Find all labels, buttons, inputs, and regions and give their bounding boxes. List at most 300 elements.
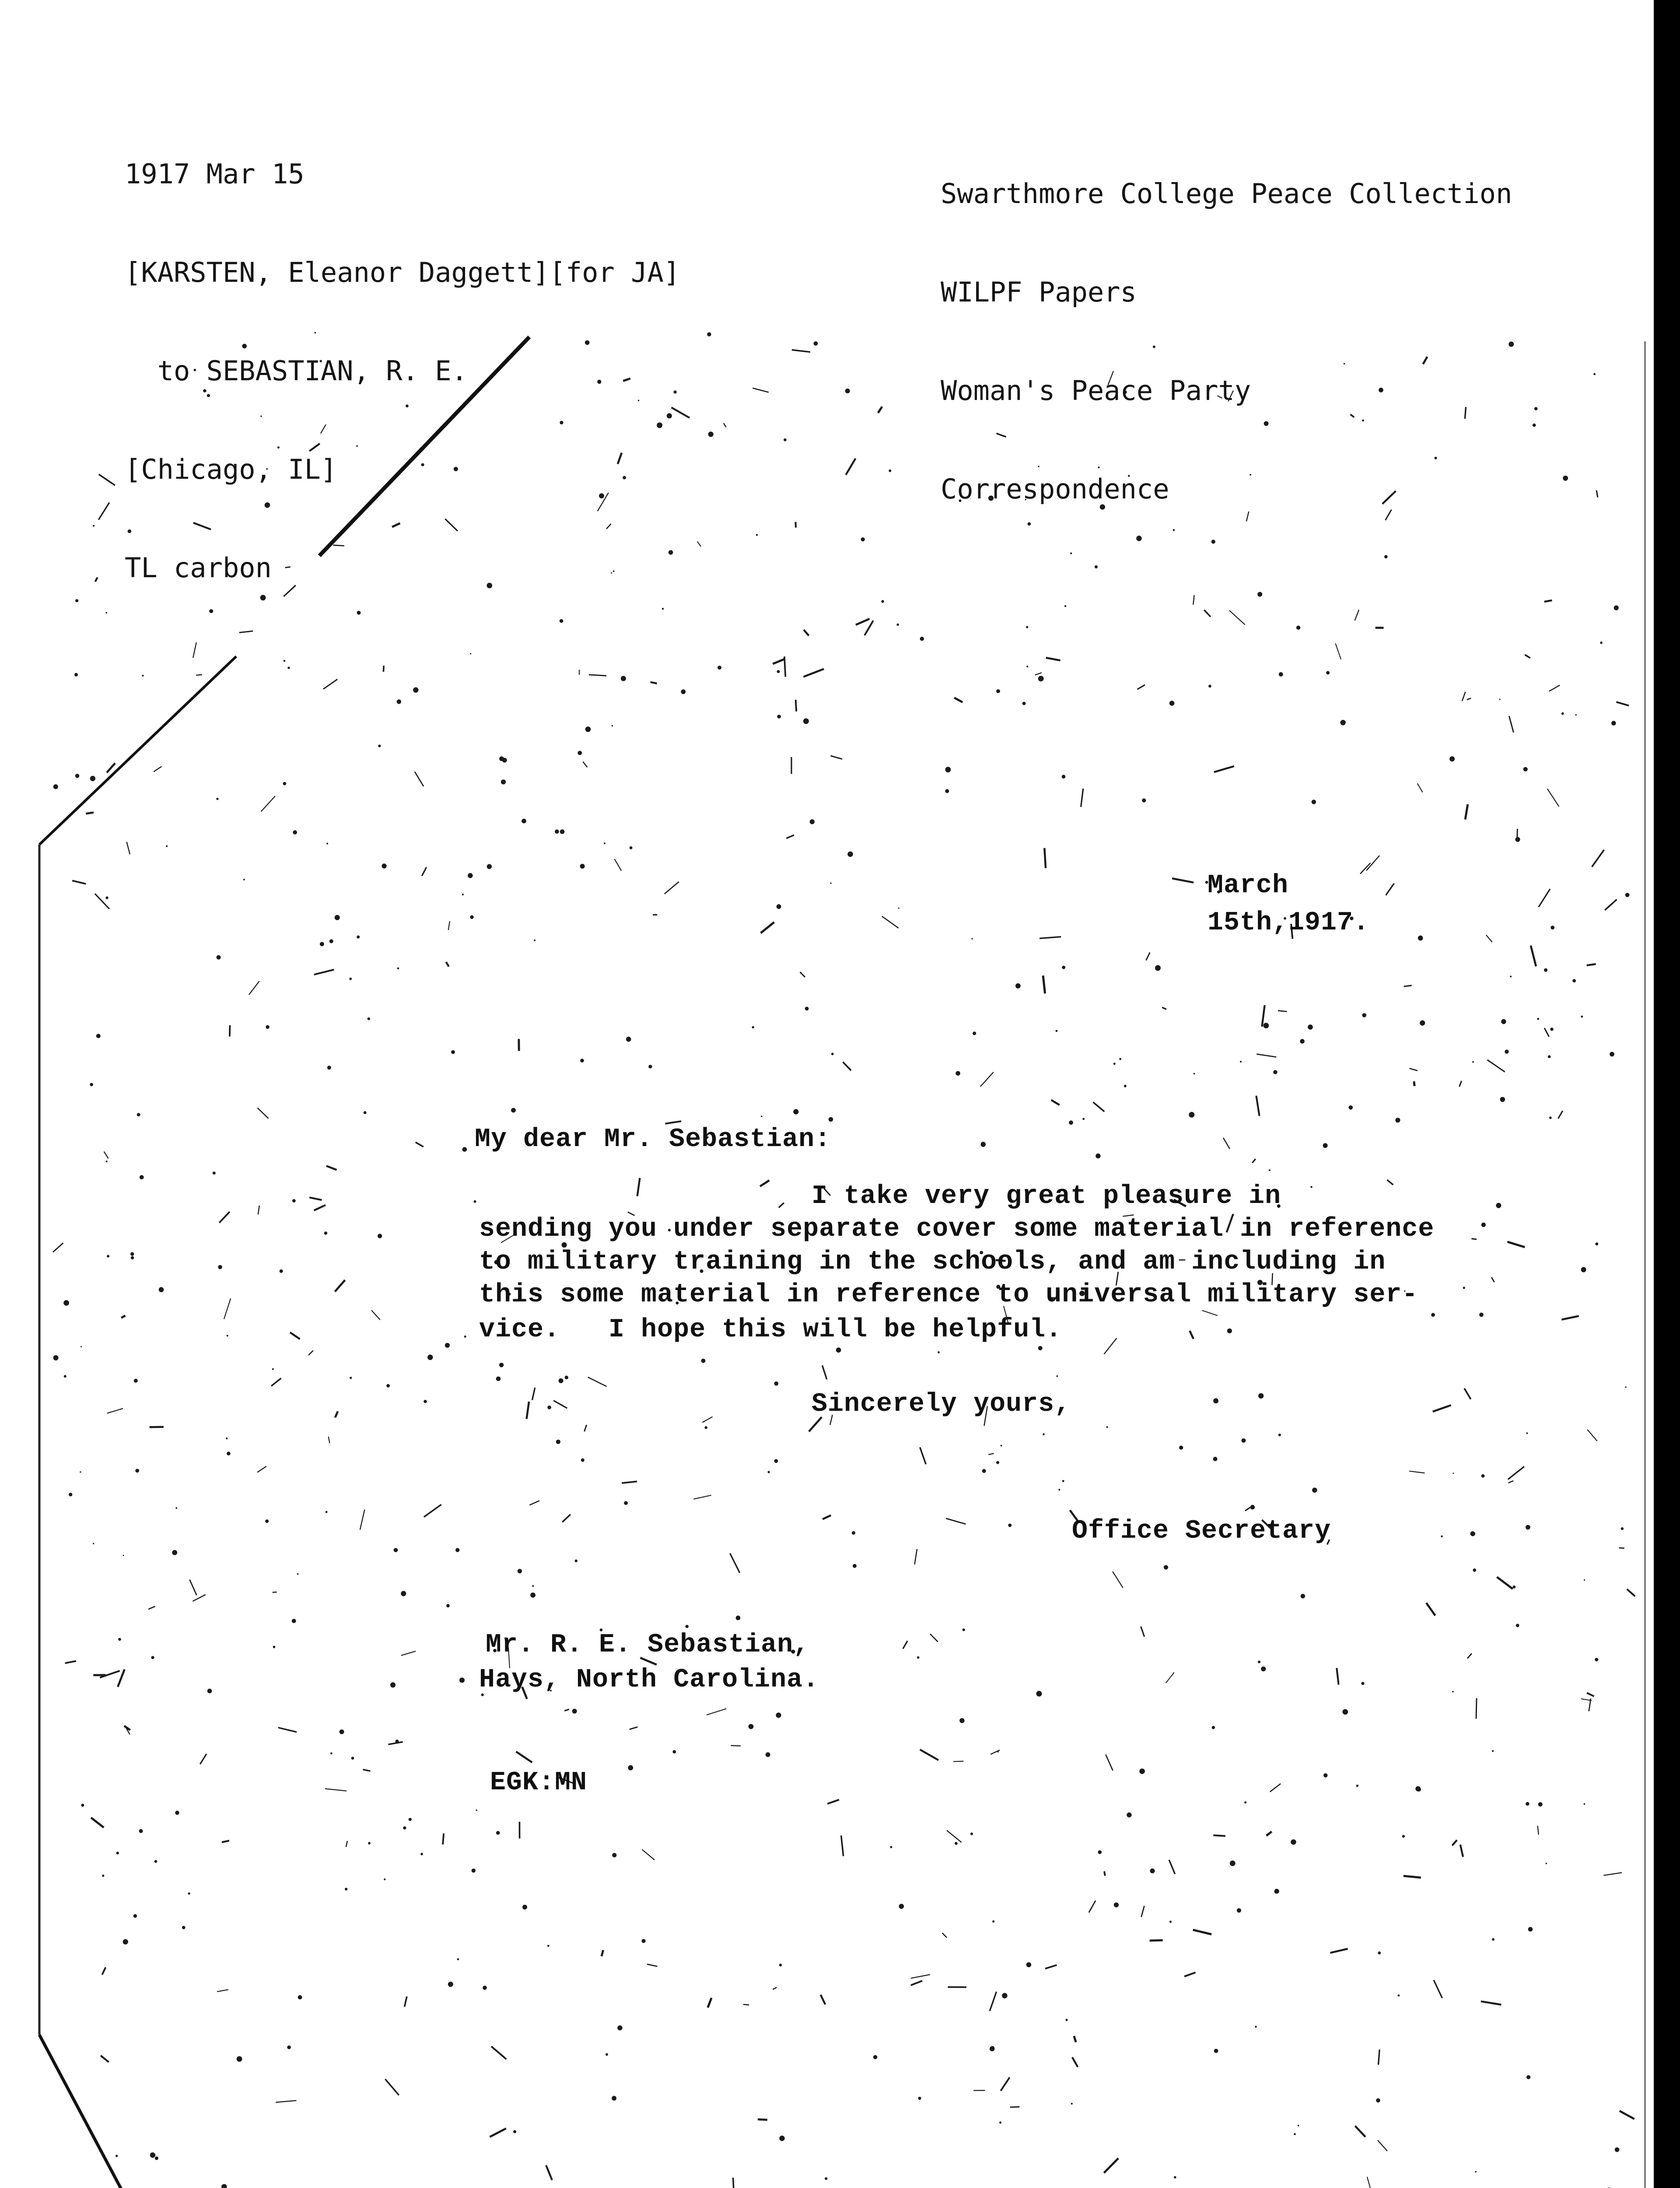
dust-speck [736,1616,741,1620]
dust-speck [272,1368,274,1370]
dust-speck [1452,1691,1454,1693]
dust-speck [1256,1054,1276,1057]
dust-speck [938,1351,940,1353]
dust-speck [681,689,686,694]
dust-speck [1526,1432,1528,1434]
dust-speck [585,726,591,732]
dust-speck [1367,2177,1370,2188]
dust-speck [1184,1973,1196,1977]
dust-speck [221,2184,227,2188]
dust-speck [1614,605,1619,610]
dust-speck [1464,1389,1471,1399]
dust-speck [945,767,951,772]
dust-speck [1476,1698,1477,1719]
dust-speck [1539,889,1550,907]
dust-speck [581,1459,584,1462]
dust-speck [378,745,381,747]
dust-speck [91,1818,104,1828]
dust-speck [697,542,701,547]
dust-speck [546,2165,552,2180]
dust-speck [107,1409,123,1413]
letter-body-line: sending you under separate cover some material in reference [479,1214,1435,1244]
dust-speck [584,1425,587,1431]
dust-speck [562,1515,570,1522]
dust-speck [280,1269,283,1273]
dust-speck [1531,946,1536,967]
dust-speck [1525,655,1530,658]
dust-speck [760,1180,769,1186]
dust-speck [856,619,869,625]
dust-speck [1528,1927,1533,1932]
dust-speck [1256,1096,1259,1116]
catalog-author: [KARSTEN, Eleanor Daggett][for JA] [125,256,680,288]
dust-speck [53,784,58,789]
dust-speck [290,1332,300,1339]
dust-speck [971,938,973,940]
dust-speck [446,1604,450,1608]
dust-speck [1082,1118,1085,1120]
dust-speck [996,689,1000,693]
dust-speck [773,659,785,664]
dust-speck [243,879,245,880]
dust-speck [1546,1863,1547,1864]
dust-speck [1169,701,1175,706]
dust-speck [266,1025,269,1029]
dust-speck [1267,1831,1272,1836]
dust-speck [920,1750,938,1760]
dust-speck [150,2153,155,2158]
dust-speck [137,1113,140,1116]
dust-speck [1584,1579,1585,1581]
dust-speck [1106,1426,1108,1428]
dust-speck [758,2119,767,2120]
dust-speck [1544,600,1552,602]
dust-speck [273,1646,276,1648]
dust-speck [1169,1921,1172,1923]
dust-speck [1479,1313,1484,1317]
dust-speck [324,1231,327,1234]
dust-speck [1481,1474,1485,1478]
dust-speck [394,1548,398,1552]
dust-speck [825,2177,827,2180]
dust-speck [776,1713,781,1718]
dust-speck [1326,671,1330,674]
dust-speck [349,978,352,980]
dust-speck [511,1108,516,1113]
dust-speck [1194,1073,1195,1075]
dust-speck [560,829,565,834]
dust-speck [589,675,606,676]
dust-speck [1473,1568,1477,1572]
dust-speck [1584,1803,1586,1805]
dust-speck [1418,783,1423,792]
dust-speck [1250,1505,1255,1510]
dust-speck [470,653,471,654]
dust-speck [1510,976,1512,978]
dust-speck [193,1595,206,1601]
dust-speck [1595,1658,1598,1662]
letter-body-line: to military training in the schools, and am including in [479,1247,1386,1277]
dust-speck [227,1335,228,1336]
dust-speck [999,2121,1001,2124]
dust-speck [861,537,865,541]
dust-speck [261,796,275,812]
dust-speck [648,1065,652,1068]
dust-speck [258,1206,259,1214]
dust-speck [920,1447,926,1464]
dust-speck [604,842,606,844]
dust-speck [1467,698,1471,700]
dust-speck [271,1378,281,1386]
dust-speck [1155,965,1161,971]
dust-speck [118,1638,121,1641]
dust-speck [416,1142,424,1147]
dust-speck [101,2055,109,2062]
dust-speck [65,1661,76,1663]
dust-speck [583,762,587,768]
dust-speck [1174,2176,1176,2179]
dust-speck [1410,1068,1418,1070]
dust-speck [1418,936,1423,941]
dust-speck [516,1752,532,1763]
dust-speck [602,1950,603,1956]
dust-speck [1046,658,1060,660]
dust-speck [217,1990,228,1992]
catalog-recipient: to SEBASTIAN, R. E. [125,355,468,387]
dust-speck [1526,2075,1530,2079]
dust-speck [468,873,473,878]
dust-speck [292,1619,296,1623]
dust-speck [647,1964,658,1967]
dust-speck [1548,1055,1551,1058]
dust-speck [853,1564,857,1568]
dust-speck [476,1809,477,1811]
dust-speck [777,670,780,673]
dust-speck [705,1426,707,1429]
dust-speck [821,1995,826,2004]
dust-speck [297,1573,299,1575]
dust-speck [340,1729,344,1734]
dust-speck [1481,1223,1486,1227]
dust-speck [881,600,884,603]
dust-speck [962,1628,965,1631]
dust-speck [942,1933,947,1938]
dust-speck [335,1280,345,1291]
dust-speck [1179,1446,1183,1450]
dust-speck [518,1569,522,1573]
dust-speck [980,1072,994,1087]
dust-speck [1045,1965,1057,1969]
dust-speck [491,2046,506,2059]
dust-speck [1062,1480,1064,1482]
dust-speck [990,1992,996,2011]
dust-speck [1404,985,1412,986]
dust-speck [1119,1058,1121,1060]
dust-speck [154,1860,158,1863]
dust-speck [86,813,94,814]
dust-speck [1261,1666,1266,1671]
dust-speck [1625,893,1630,897]
dust-speck [642,1939,646,1943]
dust-speck [134,1379,138,1383]
dust-speck [779,1203,784,1208]
dust-speck [761,1115,762,1117]
dust-speck [490,2128,506,2137]
dust-speck [487,864,492,869]
dust-speck [970,1833,973,1835]
dust-speck [1038,1346,1043,1350]
dust-speck [752,1026,754,1028]
dust-speck [606,2053,608,2056]
dust-speck [1081,789,1083,807]
dust-speck [911,1974,930,1978]
dust-speck [1587,1693,1594,1697]
dust-speck [547,1406,551,1410]
dust-speck [1472,1061,1474,1063]
dust-speck [804,669,824,677]
dust-speck [130,1252,134,1256]
dust-speck [1040,937,1061,939]
dust-speck [1627,1589,1635,1596]
letter-salutation: My dear Mr. Sebastian: [475,1125,831,1154]
dust-speck [172,1550,177,1555]
dust-speck [1257,592,1262,597]
dust-speck [105,612,107,614]
address-location: Hays, North Carolina. [479,1665,819,1695]
dust-speck [814,341,818,346]
dust-speck [1572,979,1576,982]
dust-speck [501,779,506,784]
dust-speck [329,1437,330,1443]
dust-speck [1113,1062,1116,1065]
dust-speck [1312,799,1316,804]
dust-speck [502,758,507,763]
dust-speck [707,1709,726,1715]
dust-speck [335,915,340,920]
dust-speck [588,1377,607,1386]
letter-date-day-year: 15th,1917. [1208,908,1370,938]
dust-speck [451,1050,455,1054]
dust-speck [1124,1085,1127,1087]
dust-speck [292,1199,296,1203]
dust-speck [217,955,221,960]
dust-speck [1452,1473,1454,1474]
dust-speck [1142,798,1146,802]
dust-speck [637,1178,640,1196]
dust-speck [898,908,900,909]
dust-speck [612,725,613,726]
dust-speck [522,819,526,824]
dust-speck [99,474,115,485]
dust-speck [730,1553,740,1573]
dust-speck [836,1347,841,1353]
dust-speck [556,1440,560,1444]
dust-speck [796,700,797,712]
dust-speck [1166,1673,1174,1683]
dust-speck [1587,1430,1597,1441]
dust-speck [1563,476,1568,481]
dust-speck [991,2046,994,2049]
dust-speck [1001,1445,1002,1447]
dust-speck [455,1548,459,1552]
dust-speck [1065,2019,1068,2021]
dust-speck [1252,1159,1256,1163]
dust-speck [1141,1627,1144,1637]
dust-speck [1460,1844,1463,1857]
dust-speck [1547,789,1559,806]
fold-edge-line [39,2035,302,2188]
dust-speck [572,1709,577,1714]
dust-speck [64,1375,66,1378]
dust-speck [873,2055,877,2059]
dust-speck [1610,1052,1614,1057]
dust-speck [1214,2049,1218,2053]
dust-speck [1534,407,1538,410]
dust-speck [326,1166,337,1170]
dust-speck [298,1995,302,1999]
dust-speck [499,1363,504,1367]
dust-speck [954,698,962,702]
dust-speck [831,756,843,759]
dust-speck [448,921,450,930]
dust-speck [903,1641,907,1649]
dust-speck [53,1355,59,1360]
dust-speck [1089,1900,1096,1912]
dust-speck [405,1996,407,2007]
dust-speck [1193,595,1194,605]
dust-speck [1470,1531,1475,1536]
dust-speck [1452,1840,1457,1845]
dust-speck [323,679,337,689]
dust-speck [462,894,464,895]
dust-speck [72,880,86,884]
dust-speck [371,1310,380,1320]
dust-speck [470,915,473,919]
dust-speck [774,1382,779,1386]
dust-speck [1278,1434,1281,1436]
dust-speck [1323,1143,1328,1148]
dust-speck [749,1724,754,1729]
dust-speck [804,630,809,635]
dust-speck [278,1728,297,1732]
dust-speck [1074,2036,1076,2042]
dust-speck [1058,1489,1060,1490]
dust-speck [1587,964,1596,965]
dust-speck [330,1752,332,1754]
dust-speck [386,1384,390,1388]
dust-speck [626,1037,631,1042]
dust-speck [95,578,98,582]
dust-speck [1499,698,1501,700]
dust-speck [651,682,657,684]
dust-speck [1508,1466,1524,1479]
dust-speck [182,1926,186,1929]
dust-speck [1212,1726,1215,1729]
dust-speck [385,2079,399,2095]
dust-speck [959,1718,964,1723]
dust-speck [213,1171,216,1175]
dust-speck [142,675,144,677]
dust-speck [896,624,899,626]
dust-speck [829,1117,833,1122]
dust-speck [784,656,785,677]
dust-speck [1497,1577,1513,1589]
dust-speck [123,1939,128,1944]
dust-speck [265,1519,269,1523]
dust-speck [672,1750,676,1753]
dust-speck [1162,1007,1166,1009]
dust-speck [864,621,873,635]
dust-speck [522,1905,527,1910]
dust-speck [617,2025,622,2030]
dust-speck [80,1471,81,1473]
dust-speck [1043,1433,1045,1435]
dust-speck [350,1377,352,1379]
dust-speck [1378,1951,1381,1954]
dust-speck [529,1501,539,1505]
dust-speck [93,1543,94,1544]
dust-speck [792,350,810,352]
dust-speck [1113,1571,1123,1588]
dust-speck [1558,1111,1563,1119]
dust-speck [1062,775,1066,779]
dust-speck [1340,720,1346,725]
dust-speck [1523,767,1528,771]
dust-speck [384,1879,385,1880]
dust-speck [368,1017,370,1020]
dust-speck [1127,1813,1131,1817]
dust-speck [1213,1457,1218,1461]
dust-speck [1337,1668,1338,1685]
dust-speck [1463,1287,1465,1289]
dust-speck [1193,1930,1211,1934]
dust-speck [1433,1405,1451,1412]
dust-speck [530,1592,536,1598]
dust-speck [1242,1438,1246,1443]
dust-speck [218,1265,222,1269]
dust-speck [779,1964,782,1966]
dust-speck [1044,848,1046,868]
dust-speck [175,1811,179,1815]
dust-speck [827,1800,839,1804]
dust-speck [1426,1603,1435,1616]
dust-speck [1294,2133,1296,2135]
dust-speck [409,1818,412,1821]
dust-speck [1538,1802,1543,1806]
dust-speck [427,1355,433,1360]
dust-speck [1229,610,1245,625]
dust-speck [96,1034,101,1038]
dust-speck [63,1300,69,1306]
dust-speck [621,676,626,681]
dust-speck [841,1835,844,1856]
dust-speck [803,719,809,724]
dust-speck [945,789,949,793]
dust-speck [1472,1239,1477,1240]
dust-speck [1526,1525,1530,1530]
dust-speck [1379,2050,1380,2065]
dust-speck [383,666,384,672]
dust-speck [1496,1203,1501,1208]
dust-speck [992,1920,994,1922]
dust-speck [1343,1709,1348,1715]
letter-body-line: this some material in reference to universal military ser- [479,1280,1418,1310]
dust-speck [547,1945,550,1947]
dust-speck [724,423,726,427]
dust-speck [1515,837,1520,842]
dust-speck [580,1059,584,1062]
dust-speck [1258,1393,1264,1399]
